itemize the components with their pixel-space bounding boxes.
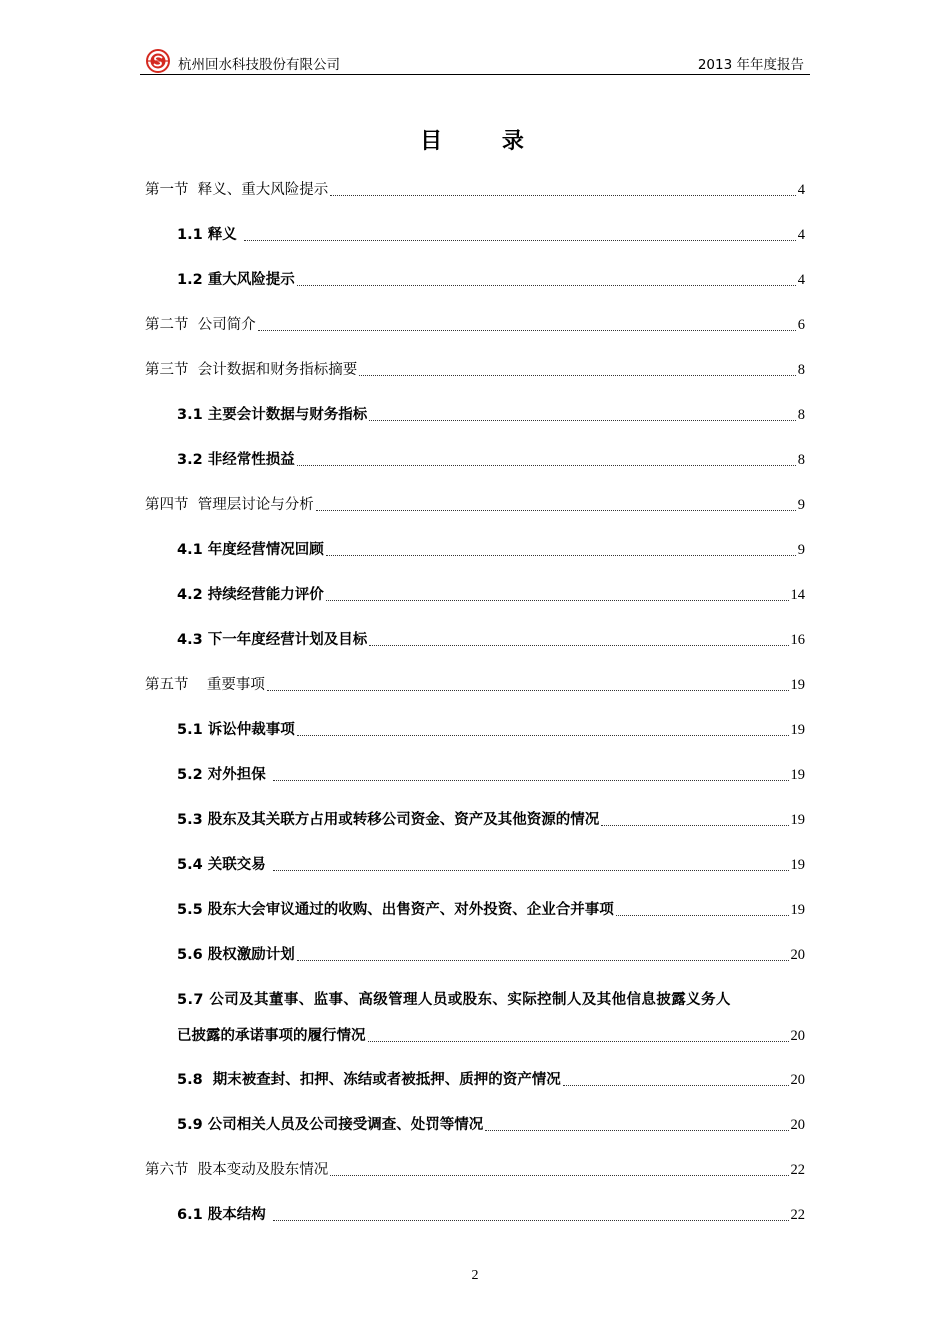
toc-entry-line (177, 449, 805, 471)
toc-dot-leader (616, 915, 789, 916)
page-title: 目 录 (420, 129, 550, 154)
page-number: 2 (471, 1268, 479, 1283)
toc-dot-leader (273, 870, 789, 871)
toc-entry-page: 4 (797, 182, 805, 198)
toc-dot-leader (297, 960, 789, 961)
toc-entry-line (177, 404, 805, 426)
toc-entry-page: 19 (790, 857, 805, 873)
toc-entry-page: 4 (797, 227, 805, 243)
toc-entry-page: 22 (790, 1162, 805, 1178)
page-header (140, 48, 810, 76)
toc-entry-label: 3.1 主要会计数据与财务指标 (177, 407, 368, 423)
header-company-name: 杭州回水科技股份有限公司 (178, 57, 340, 73)
toc-entry-line (177, 1204, 805, 1226)
toc-dot-leader (273, 1220, 789, 1221)
toc-entry-line (145, 674, 805, 696)
toc-entry-page: 6 (797, 317, 805, 333)
toc-entry-page: 9 (797, 497, 805, 513)
toc-dot-leader (326, 555, 796, 556)
toc-entry-page: 20 (790, 947, 805, 963)
toc-entry-label: 4.2 持续经营能力评价 (177, 587, 324, 603)
toc-entry-page: 22 (790, 1207, 805, 1223)
toc-entry-page: 8 (797, 407, 805, 423)
toc-dot-leader (330, 195, 796, 196)
toc-entry[interactable] (145, 1103, 805, 1148)
toc-entry-page: 14 (790, 587, 805, 603)
toc-dot-leader (369, 645, 788, 646)
table-of-contents (145, 168, 805, 1238)
toc-entry-line (177, 719, 805, 741)
toc-entry-line (177, 944, 805, 966)
toc-entry-label: 已披露的承诺事项的履行情况 (177, 1028, 366, 1044)
header-divider (140, 74, 810, 75)
toc-entry-label: 4.1 年度经营情况回顾 (177, 542, 324, 558)
toc-dot-leader (316, 510, 796, 511)
toc-entry[interactable] (145, 393, 805, 438)
toc-dot-leader (297, 285, 796, 286)
toc-entry[interactable] (145, 213, 805, 258)
toc-entry-line (145, 179, 805, 201)
toc-entry-line (177, 584, 805, 606)
toc-dot-leader (369, 420, 796, 421)
toc-entry-label: 5.4 关联交易 (177, 857, 271, 873)
toc-entry[interactable] (145, 708, 805, 753)
toc-entry[interactable] (145, 798, 805, 843)
toc-entry-label: 第五节 重要事项 (145, 677, 265, 693)
toc-entry-label: 6.1 股本结构 (177, 1207, 271, 1223)
toc-entry-line (145, 1159, 805, 1181)
toc-dot-leader (244, 240, 796, 241)
toc-entry-label: 第三节 会计数据和财务指标摘要 (145, 362, 358, 378)
toc-entry[interactable] (145, 483, 805, 528)
toc-entry-label: 5.3 股东及其关联方占用或转移公司资金、资产及其他资源的情况 (177, 812, 600, 828)
toc-entry-line (177, 809, 805, 831)
toc-entry-label: 5.1 诉讼仲裁事项 (177, 722, 295, 738)
toc-entry[interactable] (145, 303, 805, 348)
toc-entry-line (177, 854, 805, 876)
toc-entry-line (145, 359, 805, 381)
toc-dot-leader (267, 690, 789, 691)
toc-dot-leader (258, 330, 796, 331)
toc-entry[interactable] (145, 843, 805, 888)
toc-entry[interactable] (145, 888, 805, 933)
toc-entry-label-line1: 5.7 公司及其董事、监事、高级管理人员或股东、实际控制人及其他信息披露义务人 (177, 992, 731, 1008)
header-report-title: 2013 年年度报告 (697, 57, 804, 73)
toc-entry[interactable] (145, 933, 805, 978)
company-s-logo-icon (146, 49, 170, 73)
toc-entry[interactable] (145, 438, 805, 483)
toc-entry-label: 1.2 重大风险提示 (177, 272, 295, 288)
toc-entry[interactable] (145, 753, 805, 798)
toc-entry-line (177, 629, 805, 651)
toc-entry-line (177, 539, 805, 561)
toc-entry[interactable] (145, 663, 805, 708)
toc-entry[interactable] (145, 1148, 805, 1193)
toc-dot-leader (368, 1041, 789, 1042)
toc-entry-line (177, 1025, 805, 1047)
toc-entry[interactable] (145, 978, 805, 1058)
toc-entry-page: 8 (797, 452, 805, 468)
toc-entry-line (177, 764, 805, 786)
toc-entry[interactable] (145, 618, 805, 663)
toc-entry-label: 5.6 股权激励计划 (177, 947, 295, 963)
toc-entry-label: 5.8 期末被查封、扣押、冻结或者被抵押、质押的资产情况 (177, 1072, 561, 1088)
toc-entry-page: 19 (790, 902, 805, 918)
toc-entry-page: 19 (790, 677, 805, 693)
toc-dot-leader (563, 1085, 789, 1086)
toc-dot-leader (485, 1130, 788, 1131)
toc-entry[interactable] (145, 348, 805, 393)
toc-entry-label: 5.5 股东大会审议通过的收购、出售资产、对外投资、企业合并事项 (177, 902, 614, 918)
toc-entry-label: 3.2 非经常性损益 (177, 452, 295, 468)
toc-entry-line (177, 224, 805, 246)
toc-entry[interactable] (145, 1058, 805, 1103)
toc-entry-label: 5.9 公司相关人员及公司接受调查、处罚等情况 (177, 1117, 484, 1133)
toc-entry-line (177, 1114, 805, 1136)
toc-entry[interactable] (145, 258, 805, 303)
toc-dot-leader (330, 1175, 788, 1176)
toc-dot-leader (359, 375, 796, 376)
toc-entry-line (145, 314, 805, 336)
toc-entry-line (177, 269, 805, 291)
toc-entry-page: 19 (790, 722, 805, 738)
toc-entry-page: 4 (797, 272, 805, 288)
toc-entry[interactable] (145, 528, 805, 573)
toc-entry-line (177, 899, 805, 921)
toc-entry-page: 20 (790, 1072, 805, 1088)
toc-entry[interactable] (145, 1193, 805, 1238)
toc-entry-label: 4.3 下一年度经营计划及目标 (177, 632, 368, 648)
toc-entry-line (145, 494, 805, 516)
toc-entry-label: 第二节 公司简介 (145, 317, 256, 333)
toc-entry-page: 16 (790, 632, 805, 648)
toc-entry-label: 第六节 股本变动及股东情况 (145, 1162, 329, 1178)
toc-entry-page: 19 (790, 812, 805, 828)
toc-entry-label: 5.2 对外担保 (177, 767, 271, 783)
toc-dot-leader (601, 825, 788, 826)
toc-entry-page: 9 (797, 542, 805, 558)
toc-entry-page: 20 (790, 1117, 805, 1133)
toc-dot-leader (297, 465, 796, 466)
toc-entry-page: 8 (797, 362, 805, 378)
toc-dot-leader (273, 780, 789, 781)
toc-dot-leader (297, 735, 789, 736)
toc-entry[interactable] (145, 573, 805, 618)
toc-entry-label: 1.1 释义 (177, 227, 242, 243)
toc-dot-leader (326, 600, 789, 601)
toc-entry-page: 19 (790, 767, 805, 783)
toc-entry-label: 第一节 释义、重大风险提示 (145, 182, 329, 198)
toc-entry-page: 20 (790, 1028, 805, 1044)
toc-entry-label: 第四节 管理层讨论与分析 (145, 497, 314, 513)
toc-entry-line (177, 1069, 805, 1091)
toc-entry[interactable] (145, 168, 805, 213)
